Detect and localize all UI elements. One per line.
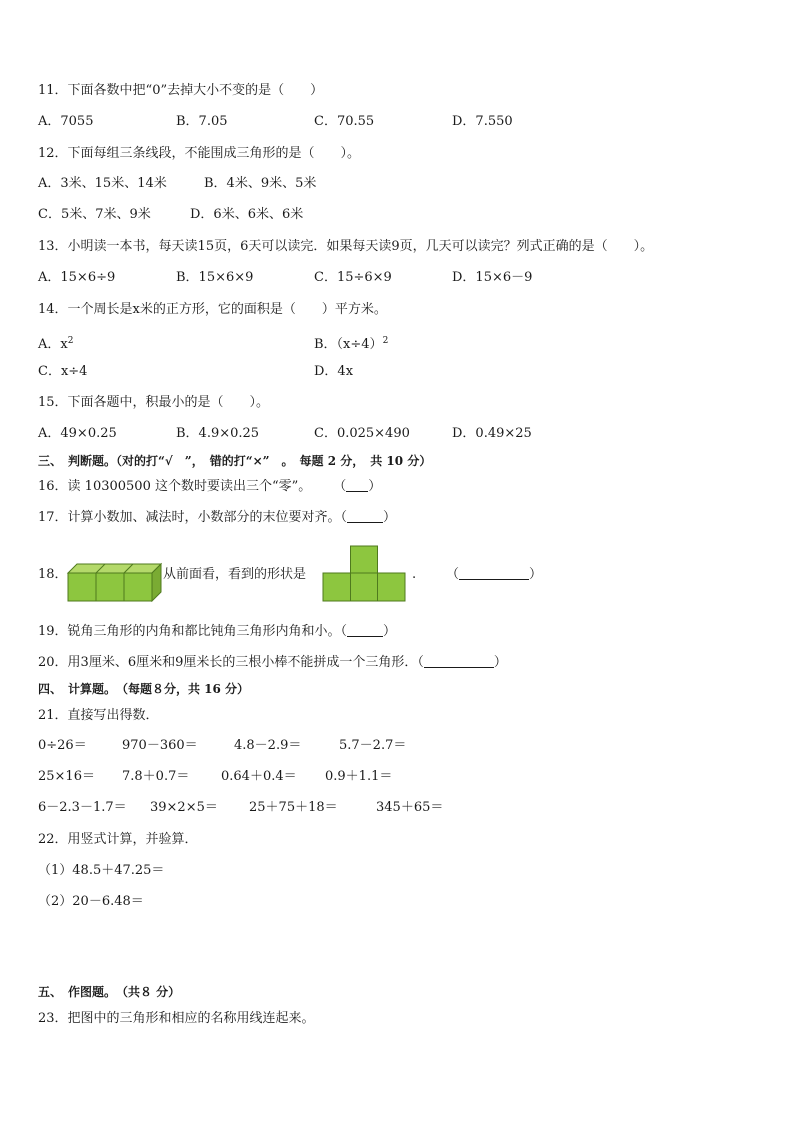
q21-r3-c3: 25＋75＋18＝ [249,800,338,815]
cube-stack-figure [66,560,162,602]
answer-blank[interactable] [347,624,383,637]
question-14-stem: 14．一个周长是x米的正方形，它的面积是（ ）平方米。 [38,302,387,317]
q11-option-b: B．7.05 [176,114,228,129]
section-3-title: 三、 判断题。（对的打“√ ”， 错的打“×” 。 每题 2 分， 共 10 分） [38,454,432,468]
question-18-period: . [412,567,417,582]
q14-option-c: C．x÷4 [38,364,88,379]
q12-option-b: B．4米、9米、5米 [204,176,317,191]
q13-option-a: A．15×6÷9 [38,270,116,285]
question-18-answer: （ ） [446,567,543,582]
question-13-stem: 13．小明读一本书，每天读15页，6天可以读完．如果每天读9页，几天可以读完？列式正确的是（ ）。 [38,239,654,254]
question-22-stem: 22．用竖式计算，并验算． [38,832,198,847]
q22-item-2: （2）20－6.48＝ [38,894,144,909]
q21-r2-c2: 7.8＋0.7＝ [122,769,190,784]
question-17: 17．计算小数加、减法时，小数部分的末位要对齐。（ ） [38,510,397,525]
q21-r3-c1: 6－2.3－1.7＝ [38,800,127,815]
answer-blank[interactable] [346,479,368,492]
q15-option-b: B．4.9×0.25 [176,426,260,441]
q11-option-a: A．7055 [38,114,94,129]
q21-r1-c1: 0÷26＝ [38,738,87,753]
front-view-shape [322,545,406,602]
question-18-number: 18． [38,567,68,582]
q12-option-a: A．3米、15米、14米 [38,176,167,191]
q22-item-1: （1）48.5＋47.25＝ [38,863,165,878]
q15-option-c: C．0.025×490 [314,426,410,441]
q11-option-d: D．7.550 [452,114,513,129]
question-19: 19．锐角三角形的内角和都比钝角三角形内角和小。（ ） [38,624,397,639]
q13-option-b: B．15×6×9 [176,270,254,285]
question-12-stem: 12．下面每组三条线段，不能围成三角形的是（ ）。 [38,146,361,161]
question-15-stem: 15．下面各题中，积最小的是（ ）。 [38,395,270,410]
question-21-stem: 21．直接写出得数． [38,708,159,723]
q21-r2-c4: 0.9＋1.1＝ [325,769,393,784]
q21-r3-c2: 39×2×5＝ [150,800,218,815]
q21-r1-c3: 4.8－2.9＝ [234,738,302,753]
q21-r2-c3: 0.64＋0.4＝ [221,769,297,784]
question-18-text: 从前面看，看到的形状是 [163,567,307,582]
q21-r3-c4: 345＋65＝ [376,800,444,815]
q14-option-b: B．$(x\div 4)^2$ [314,336,389,352]
q15-option-a: A．49×0.25 [38,426,117,441]
answer-blank[interactable] [459,567,529,580]
q12-option-c: C．5米、7米、9米 [38,207,151,222]
q12-option-d: D．6米、6米、6米 [190,207,304,222]
question-16: 16．读 10300500 这个数时要读出三个“零”。 （ ） [38,479,382,494]
answer-blank[interactable] [424,655,494,668]
q21-r1-c4: 5.7－2.7＝ [339,738,407,753]
q13-option-c: C．15÷6×9 [314,270,392,285]
q21-r2-c1: 25×16＝ [38,769,95,784]
q21-r1-c2: 970－360＝ [122,738,198,753]
section-5-title: 五、 作图题。 （共８ 分） [38,985,181,999]
question-20: 20．用3厘米、6厘米和9厘米长的三根小棒不能拼成一个三角形．（ ） [38,655,507,670]
section-4-title: 四、 计算题。 （每题８分，共 16 分） [38,682,250,696]
q14-option-a: A．$x^2$ [38,336,74,352]
q14-option-d: D．4x [314,364,354,379]
question-11-stem: 11．下面各数中把“0”去掉大小不变的是（ ） [38,83,324,98]
answer-blank[interactable] [347,510,383,523]
question-23-stem: 23．把图中的三角形和相应的名称用线连起来。 [38,1011,315,1026]
q11-option-c: C．70.55 [314,114,375,129]
q15-option-d: D．0.49×25 [452,426,532,441]
q13-option-d: D．15×6－9 [452,270,533,285]
